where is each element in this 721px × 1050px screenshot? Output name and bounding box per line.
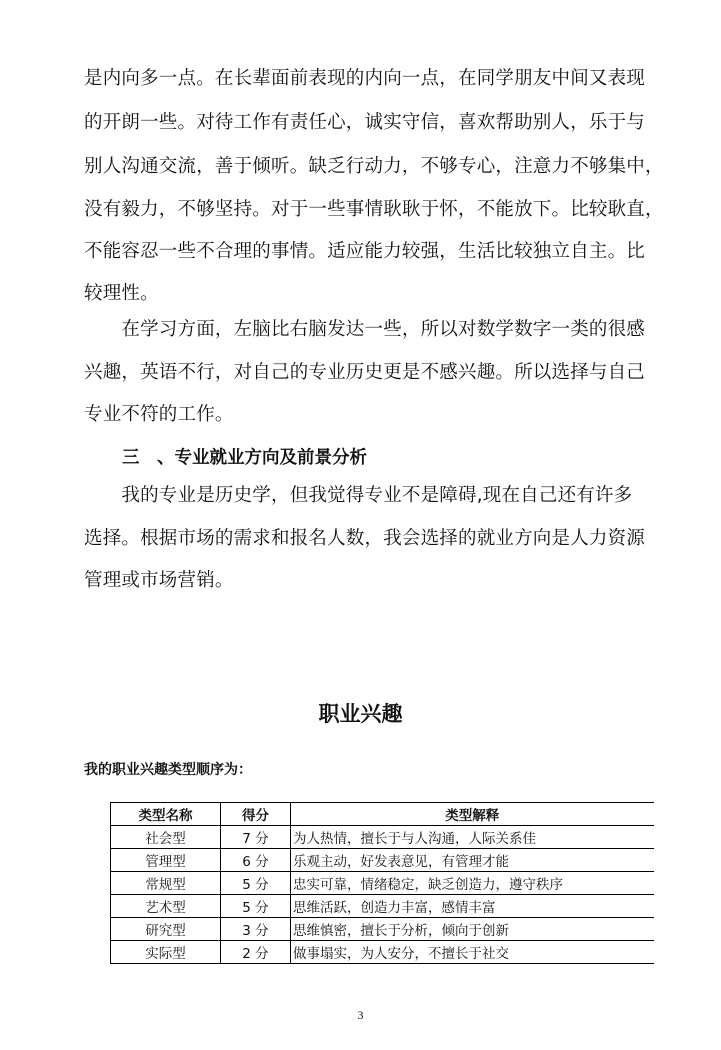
header-description: 类型解释 [291,803,654,826]
text-line: 兴趣，英语不行，对自己的专业历史更是不感兴趣。所以选择与自己 [84,362,646,383]
text-line: 在学习方面，左脑比右脑发达一些，所以对数学数字一类的很感 [84,319,646,340]
score-cell: 2 分 [221,941,291,964]
score-cell: 7 分 [221,826,291,849]
page-number: 3 [357,1008,364,1022]
description-cell: 思维慎密，擅长于分析，倾向于创新 [291,918,654,941]
interest-table [110,802,654,964]
type-name-cell: 社会型 [111,826,221,849]
text-line: 专业不符的工作。 [84,404,234,425]
table-header-row [111,803,654,826]
text-line: 没有毅力，不够坚持。对于一些事情耿耿于怀，不能放下。比较耿直， [84,199,664,220]
score-cell: 3 分 [221,918,291,941]
page-title: 职业兴趣 [318,701,403,726]
score-cell: 5 分 [221,872,291,895]
text-line: 不能容忍一些不合理的事情。适应能力较强，生活比较独立自主。比 [84,241,646,262]
table-caption: 我的职业兴趣类型顺序为： [84,762,252,778]
table-row [111,849,654,872]
type-name-cell: 艺术型 [111,895,221,918]
text-line: 我的专业是历史学，但我觉得专业不是障碍,现在自己还有许多 [84,485,633,506]
table-row [111,895,654,918]
score-cell: 6 分 [221,849,291,872]
type-name-cell: 管理型 [111,849,221,872]
description-cell: 思维活跃，创造力丰富，感情丰富 [291,895,654,918]
table-row [111,941,654,964]
description-cell: 忠实可靠，情绪稳定，缺乏创造力，遵守秩序 [291,872,654,895]
score-cell: 5 分 [221,895,291,918]
type-name-cell: 实际型 [111,941,221,964]
description-cell: 为人热情，擅长于与人沟通，人际关系佳 [291,826,654,849]
table-row [111,918,654,941]
text-line: 选择。根据市场的需求和报名人数，我会选择的就业方向是人力资源 [84,528,646,549]
text-line: 是内向多一点。在长辈面前表现的内向一点，在同学朋友中间又表现 [84,68,646,89]
type-name-cell: 研究型 [111,918,221,941]
text-line: 较理性。 [84,283,159,304]
text-line: 别人沟通交流，善于倾听。缺乏行动力，不够专心，注意力不够集中， [84,156,664,177]
description-cell: 乐观主动，好发表意见，有管理才能 [291,849,654,872]
header-type-name: 类型名称 [111,803,221,826]
text-line: 的开朗一些。对待工作有责任心，诚实守信，喜欢帮助别人，乐于与 [84,112,646,133]
description-cell: 做事塌实，为人安分，不擅长于社交 [291,941,654,964]
section-heading: 三 、专业就业方向及前景分析 [122,448,367,468]
table-row [111,826,654,849]
header-score: 得分 [221,803,291,826]
text-line: 管理或市场营销。 [84,570,234,591]
table-row [111,872,654,895]
type-name-cell: 常规型 [111,872,221,895]
